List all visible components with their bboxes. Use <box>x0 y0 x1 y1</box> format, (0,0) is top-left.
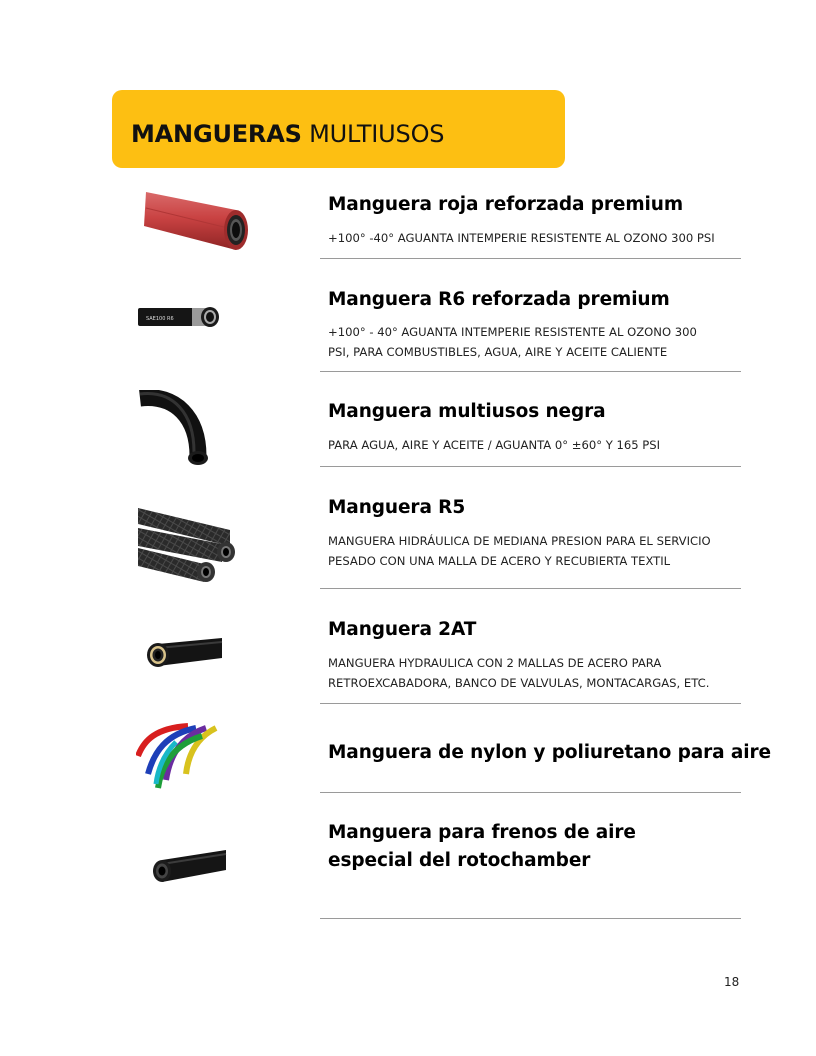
product-description: +100° - 40° AGUANTA INTEMPERIE RESISTENTE AL OZONO 300 PSI, PARA COMBUSTIBLES, AGUA, AIRE Y ACEITE CALIENTE <box>328 325 697 359</box>
divider <box>320 258 741 259</box>
divider <box>320 588 741 589</box>
air-brake-hose-image <box>152 846 232 888</box>
nylon-polyurethane-tubes-image <box>136 722 226 792</box>
product-description: MANGUERA HYDRAULICA CON 2 MALLAS DE ACERO PARA RETROEXCABADORA, BANCO DE VALVULAS, MONTACARGAS, ETC. <box>328 656 710 690</box>
product-title: Manguera R6 reforzada premium <box>328 289 670 310</box>
2at-hose-image <box>144 634 224 674</box>
product-title: Manguera para frenos de aire especial del rotochamber <box>328 822 636 871</box>
section-title-bold: MANGUERAS <box>131 120 302 148</box>
product-title: Manguera de nylon y poliuretano para aire <box>328 742 771 763</box>
product-description: +100° -40° AGUANTA INTEMPERIE RESISTENTE AL OZONO 300 PSI <box>328 231 715 245</box>
divider <box>320 371 741 372</box>
product-title: Manguera 2AT <box>328 619 477 640</box>
divider <box>320 703 741 704</box>
section-title-rest: MULTIUSOS <box>301 120 445 148</box>
red-reinforced-hose-image <box>140 186 252 256</box>
product-title: Manguera R5 <box>328 497 466 518</box>
braided-r5-hose-image <box>138 506 238 586</box>
product-description: PARA AGUA, AIRE Y ACEITE / AGUANTA 0° ±60° Y 165 PSI <box>328 438 661 452</box>
r6-hose-label: SAE100 R6 <box>146 316 174 322</box>
product-title: Manguera multiusos negra <box>328 401 606 422</box>
black-multipurpose-hose-image <box>136 390 216 470</box>
product-title: Manguera roja reforzada premium <box>328 194 684 215</box>
r6-hose-image <box>138 302 222 332</box>
section-title <box>131 119 444 149</box>
product-description: MANGUERA HIDRÁULICA DE MEDIANA PRESION PARA EL SERVICIO PESADO CON UNA MALLA DE ACERO Y RECUBIERTA TEXTIL <box>328 534 711 568</box>
divider <box>320 792 741 793</box>
divider <box>320 466 741 467</box>
divider <box>320 918 741 919</box>
page-number: 18 <box>724 975 740 989</box>
